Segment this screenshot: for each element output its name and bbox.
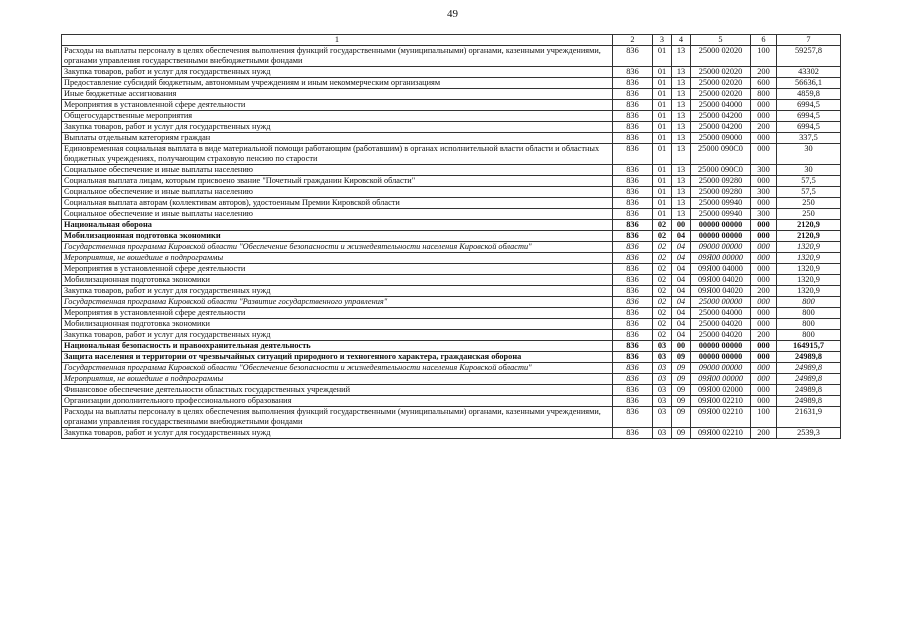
row-target-article-cell: 25000 04000 (691, 100, 751, 111)
row-subsection-cell: 13 (672, 78, 691, 89)
row-amount-cell: 4859,8 (777, 89, 841, 100)
row-subsection-cell: 04 (672, 253, 691, 264)
row-target-article-cell: 00000 00000 (691, 341, 751, 352)
row-department-cell: 836 (613, 144, 653, 165)
row-expense-type-cell: 000 (751, 253, 777, 264)
row-amount-cell: 800 (777, 308, 841, 319)
row-section-cell: 02 (653, 330, 672, 341)
row-target-article-cell: 25000 09940 (691, 209, 751, 220)
row-name-cell: Мобилизационная подготовка экономики (62, 319, 613, 330)
row-amount-cell: 57,5 (777, 176, 841, 187)
row-expense-type-cell: 000 (751, 396, 777, 407)
row-section-cell: 01 (653, 198, 672, 209)
table-row (62, 330, 841, 341)
row-target-article-cell: 25000 090С0 (691, 144, 751, 165)
row-amount-cell: 24989,8 (777, 352, 841, 363)
row-department-cell: 836 (613, 396, 653, 407)
row-subsection-cell: 04 (672, 330, 691, 341)
row-section-cell: 01 (653, 122, 672, 133)
row-subsection-cell: 04 (672, 275, 691, 286)
row-section-cell: 02 (653, 319, 672, 330)
row-department-cell: 836 (613, 220, 653, 231)
row-target-article-cell: 25000 04020 (691, 330, 751, 341)
row-subsection-cell: 13 (672, 198, 691, 209)
row-name-cell: Национальная безопасность и правоохранительная деятельность (62, 341, 613, 352)
table-row (62, 275, 841, 286)
row-target-article-cell: 09Я00 00000 (691, 253, 751, 264)
row-section-cell: 03 (653, 407, 672, 428)
row-target-article-cell: 25000 04200 (691, 122, 751, 133)
row-subsection-cell: 04 (672, 242, 691, 253)
row-expense-type-cell: 000 (751, 100, 777, 111)
row-name-cell: Социальное обеспечение и иные выплаты населению (62, 209, 613, 220)
row-expense-type-cell: 200 (751, 428, 777, 439)
row-target-article-cell: 09Я00 00000 (691, 374, 751, 385)
row-department-cell: 836 (613, 363, 653, 374)
row-amount-cell: 43302 (777, 67, 841, 78)
row-subsection-cell: 13 (672, 111, 691, 122)
row-expense-type-cell: 600 (751, 78, 777, 89)
row-section-cell: 01 (653, 78, 672, 89)
row-department-cell: 836 (613, 352, 653, 363)
row-section-cell: 03 (653, 352, 672, 363)
header-cell-department: 2 (613, 35, 653, 46)
row-target-article-cell: 25000 02020 (691, 67, 751, 78)
row-target-article-cell: 25000 04200 (691, 111, 751, 122)
table-row (62, 286, 841, 297)
table-row (62, 46, 841, 67)
row-section-cell: 02 (653, 308, 672, 319)
row-name-cell: Национальная оборона (62, 220, 613, 231)
row-section-cell: 01 (653, 165, 672, 176)
row-name-cell: Социальное обеспечение и иные выплаты населению (62, 165, 613, 176)
row-amount-cell: 800 (777, 330, 841, 341)
table-row (62, 363, 841, 374)
header-cell-target-article: 5 (691, 35, 751, 46)
row-amount-cell: 1320,9 (777, 286, 841, 297)
row-target-article-cell: 25000 09000 (691, 133, 751, 144)
row-expense-type-cell: 000 (751, 231, 777, 242)
header-cell-amount: 7 (777, 35, 841, 46)
row-name-cell: Предоставление субсидий бюджетным, автономным учреждениям и иным некоммерческим организациям (62, 78, 613, 89)
row-expense-type-cell: 000 (751, 176, 777, 187)
row-subsection-cell: 04 (672, 308, 691, 319)
row-subsection-cell: 09 (672, 428, 691, 439)
table-row (62, 122, 841, 133)
row-target-article-cell: 25000 02020 (691, 78, 751, 89)
row-amount-cell: 6994,5 (777, 122, 841, 133)
row-section-cell: 02 (653, 253, 672, 264)
table-header-row (62, 35, 841, 46)
row-section-cell: 02 (653, 286, 672, 297)
header-cell-section: 3 (653, 35, 672, 46)
row-amount-cell: 800 (777, 319, 841, 330)
row-target-article-cell: 09000 00000 (691, 363, 751, 374)
row-amount-cell: 24989,8 (777, 396, 841, 407)
row-expense-type-cell: 000 (751, 319, 777, 330)
table-row (62, 176, 841, 187)
row-amount-cell: 1320,9 (777, 264, 841, 275)
table-row (62, 198, 841, 209)
row-section-cell: 03 (653, 374, 672, 385)
row-name-cell: Закупка товаров, работ и услуг для государственных нужд (62, 286, 613, 297)
row-target-article-cell: 00000 00000 (691, 231, 751, 242)
header-cell-subsection: 4 (672, 35, 691, 46)
row-department-cell: 836 (613, 319, 653, 330)
row-name-cell: Закупка товаров, работ и услуг для государственных нужд (62, 67, 613, 78)
row-subsection-cell: 13 (672, 67, 691, 78)
table-row (62, 264, 841, 275)
row-name-cell: Государственная программа Кировской области "Обеспечение безопасности и жизнедеятельности населения Кировской области" (62, 363, 613, 374)
row-amount-cell: 337,5 (777, 133, 841, 144)
row-section-cell: 01 (653, 111, 672, 122)
row-name-cell: Защита населения и территории от чрезвычайных ситуаций природного и техногенного характера, гражданская оборона (62, 352, 613, 363)
row-section-cell: 03 (653, 396, 672, 407)
row-subsection-cell: 09 (672, 407, 691, 428)
row-expense-type-cell: 000 (751, 297, 777, 308)
row-section-cell: 01 (653, 176, 672, 187)
row-subsection-cell: 09 (672, 385, 691, 396)
row-expense-type-cell: 300 (751, 165, 777, 176)
row-expense-type-cell: 000 (751, 220, 777, 231)
row-expense-type-cell: 300 (751, 187, 777, 198)
row-target-article-cell: 09Я00 02210 (691, 407, 751, 428)
table-row (62, 319, 841, 330)
row-subsection-cell: 13 (672, 89, 691, 100)
page-number: 49 (447, 8, 458, 20)
row-department-cell: 836 (613, 165, 653, 176)
row-subsection-cell: 00 (672, 341, 691, 352)
row-target-article-cell: 00000 00000 (691, 220, 751, 231)
row-amount-cell: 6994,5 (777, 100, 841, 111)
table-row (62, 165, 841, 176)
row-target-article-cell: 25000 09280 (691, 187, 751, 198)
row-department-cell: 836 (613, 46, 653, 67)
row-name-cell: Расходы на выплаты персоналу в целях обеспечения выполнения функций государственными (муниципальными) органами, казенными учреждениями, органами управления государственными внебюджетными фондами (62, 46, 613, 67)
row-amount-cell: 1320,9 (777, 275, 841, 286)
table-row (62, 352, 841, 363)
row-amount-cell: 800 (777, 297, 841, 308)
row-subsection-cell: 13 (672, 165, 691, 176)
row-name-cell: Мероприятия в установленной сфере деятельности (62, 100, 613, 111)
row-name-cell: Организации дополнительного профессионального образования (62, 396, 613, 407)
row-name-cell: Общегосударственные мероприятия (62, 111, 613, 122)
row-target-article-cell: 25000 090С0 (691, 165, 751, 176)
table-row (62, 111, 841, 122)
table-row (62, 100, 841, 111)
row-amount-cell: 24989,8 (777, 374, 841, 385)
row-name-cell: Финансовое обеспечение деятельности областных государственных учреждений (62, 385, 613, 396)
row-section-cell: 01 (653, 67, 672, 78)
header-cell-name: 1 (62, 35, 613, 46)
row-target-article-cell: 09Я00 02210 (691, 428, 751, 439)
row-amount-cell: 21631,9 (777, 407, 841, 428)
row-amount-cell: 250 (777, 209, 841, 220)
row-subsection-cell: 13 (672, 209, 691, 220)
row-name-cell: Закупка товаров, работ и услуг для государственных нужд (62, 428, 613, 439)
row-department-cell: 836 (613, 176, 653, 187)
row-department-cell: 836 (613, 67, 653, 78)
row-target-article-cell: 25000 02020 (691, 46, 751, 67)
row-department-cell: 836 (613, 111, 653, 122)
row-target-article-cell: 25000 00000 (691, 297, 751, 308)
row-subsection-cell: 00 (672, 220, 691, 231)
row-department-cell: 836 (613, 198, 653, 209)
row-name-cell: Закупка товаров, работ и услуг для государственных нужд (62, 330, 613, 341)
row-name-cell: Закупка товаров, работ и услуг для государственных нужд (62, 122, 613, 133)
row-name-cell: Социальная выплата лицам, которым присвоено звание "Почетный гражданин Кировской области" (62, 176, 613, 187)
row-amount-cell: 57,5 (777, 187, 841, 198)
row-section-cell: 02 (653, 242, 672, 253)
table-row (62, 308, 841, 319)
row-name-cell: Мероприятия, не вошедшие в подпрограммы (62, 374, 613, 385)
table-row (62, 209, 841, 220)
row-department-cell: 836 (613, 407, 653, 428)
row-subsection-cell: 13 (672, 176, 691, 187)
row-target-article-cell: 25000 04020 (691, 319, 751, 330)
row-name-cell: Иные бюджетные ассигнования (62, 89, 613, 100)
row-target-article-cell: 09Я00 04020 (691, 275, 751, 286)
table-row (62, 133, 841, 144)
row-department-cell: 836 (613, 100, 653, 111)
row-department-cell: 836 (613, 286, 653, 297)
row-expense-type-cell: 000 (751, 374, 777, 385)
row-department-cell: 836 (613, 275, 653, 286)
table-row (62, 231, 841, 242)
row-expense-type-cell: 200 (751, 67, 777, 78)
table-row (62, 407, 841, 428)
row-expense-type-cell: 100 (751, 407, 777, 428)
row-department-cell: 836 (613, 78, 653, 89)
row-amount-cell: 1320,9 (777, 242, 841, 253)
row-section-cell: 01 (653, 187, 672, 198)
row-expense-type-cell: 000 (751, 111, 777, 122)
row-section-cell: 01 (653, 46, 672, 67)
table-row (62, 396, 841, 407)
header-cell-expense-type: 6 (751, 35, 777, 46)
row-expense-type-cell: 000 (751, 198, 777, 209)
table-row (62, 428, 841, 439)
row-subsection-cell: 04 (672, 297, 691, 308)
row-name-cell: Государственная программа Кировской области "Развитие государственного управления" (62, 297, 613, 308)
row-section-cell: 01 (653, 144, 672, 165)
budget-table (61, 34, 841, 439)
row-subsection-cell: 04 (672, 319, 691, 330)
row-section-cell: 01 (653, 100, 672, 111)
row-target-article-cell: 09Я00 02000 (691, 385, 751, 396)
row-name-cell: Мобилизационная подготовка экономики (62, 231, 613, 242)
row-amount-cell: 2120,9 (777, 231, 841, 242)
row-subsection-cell: 09 (672, 374, 691, 385)
row-section-cell: 02 (653, 231, 672, 242)
table-row (62, 78, 841, 89)
table-row (62, 297, 841, 308)
row-expense-type-cell: 000 (751, 264, 777, 275)
row-name-cell: Единовременная социальная выплата в виде материальной помощи работающим (работавшим) в органах исполнительной власти области и областных бюджетных учреждениях, получающим страховую пенсию по старости (62, 144, 613, 165)
row-department-cell: 836 (613, 89, 653, 100)
row-target-article-cell: 09Я00 04000 (691, 264, 751, 275)
table-row (62, 67, 841, 78)
row-expense-type-cell: 000 (751, 275, 777, 286)
table-row (62, 187, 841, 198)
row-department-cell: 836 (613, 428, 653, 439)
row-section-cell: 01 (653, 89, 672, 100)
row-target-article-cell: 25000 09280 (691, 176, 751, 187)
row-department-cell: 836 (613, 341, 653, 352)
row-target-article-cell: 25000 09940 (691, 198, 751, 209)
row-section-cell: 01 (653, 133, 672, 144)
row-subsection-cell: 13 (672, 144, 691, 165)
row-department-cell: 836 (613, 264, 653, 275)
row-subsection-cell: 04 (672, 264, 691, 275)
row-expense-type-cell: 100 (751, 46, 777, 67)
row-section-cell: 02 (653, 264, 672, 275)
row-name-cell: Мероприятия в установленной сфере деятельности (62, 308, 613, 319)
table-row (62, 385, 841, 396)
table-row (62, 374, 841, 385)
row-name-cell: Социальная выплата авторам (коллективам авторов), удостоенным Премии Кировской области (62, 198, 613, 209)
row-expense-type-cell: 000 (751, 242, 777, 253)
row-amount-cell: 2539,3 (777, 428, 841, 439)
row-subsection-cell: 04 (672, 286, 691, 297)
row-amount-cell: 6994,5 (777, 111, 841, 122)
row-amount-cell: 164915,7 (777, 341, 841, 352)
row-target-article-cell: 09000 00000 (691, 242, 751, 253)
row-expense-type-cell: 200 (751, 330, 777, 341)
row-subsection-cell: 13 (672, 122, 691, 133)
row-amount-cell: 2120,9 (777, 220, 841, 231)
row-department-cell: 836 (613, 308, 653, 319)
row-subsection-cell: 09 (672, 352, 691, 363)
row-amount-cell: 56636,1 (777, 78, 841, 89)
row-expense-type-cell: 000 (751, 308, 777, 319)
row-department-cell: 836 (613, 385, 653, 396)
row-department-cell: 836 (613, 374, 653, 385)
row-name-cell: Расходы на выплаты персоналу в целях обеспечения выполнения функций государственными (муниципальными) органами, казенными учреждениями, органами управления государственными внебюджетными фондами (62, 407, 613, 428)
row-department-cell: 836 (613, 209, 653, 220)
row-expense-type-cell: 000 (751, 133, 777, 144)
row-name-cell: Мероприятия, не вошедшие в подпрограммы (62, 253, 613, 264)
table-row (62, 220, 841, 231)
row-amount-cell: 250 (777, 198, 841, 209)
row-expense-type-cell: 800 (751, 89, 777, 100)
row-expense-type-cell: 000 (751, 341, 777, 352)
row-subsection-cell: 13 (672, 133, 691, 144)
row-section-cell: 03 (653, 363, 672, 374)
row-target-article-cell: 25000 04000 (691, 308, 751, 319)
row-name-cell: Мероприятия в установленной сфере деятельности (62, 264, 613, 275)
row-subsection-cell: 09 (672, 363, 691, 374)
row-expense-type-cell: 300 (751, 209, 777, 220)
row-target-article-cell: 00000 00000 (691, 352, 751, 363)
table-row (62, 341, 841, 352)
row-name-cell: Государственная программа Кировской области "Обеспечение безопасности и жизнедеятельности населения Кировской области" (62, 242, 613, 253)
row-subsection-cell: 04 (672, 231, 691, 242)
row-amount-cell: 30 (777, 165, 841, 176)
row-subsection-cell: 13 (672, 100, 691, 111)
row-section-cell: 01 (653, 209, 672, 220)
row-target-article-cell: 09Я00 04020 (691, 286, 751, 297)
row-section-cell: 02 (653, 297, 672, 308)
row-subsection-cell: 13 (672, 187, 691, 198)
table-row (62, 253, 841, 264)
row-department-cell: 836 (613, 242, 653, 253)
row-amount-cell: 30 (777, 144, 841, 165)
row-expense-type-cell: 000 (751, 363, 777, 374)
row-amount-cell: 1320,9 (777, 253, 841, 264)
row-section-cell: 03 (653, 385, 672, 396)
table-row (62, 242, 841, 253)
row-target-article-cell: 09Я00 02210 (691, 396, 751, 407)
row-expense-type-cell: 000 (751, 352, 777, 363)
table-row (62, 89, 841, 100)
row-department-cell: 836 (613, 187, 653, 198)
row-amount-cell: 59257,8 (777, 46, 841, 67)
row-section-cell: 03 (653, 341, 672, 352)
table-row (62, 144, 841, 165)
row-name-cell: Выплаты отдельным категориям граждан (62, 133, 613, 144)
row-expense-type-cell: 000 (751, 144, 777, 165)
row-amount-cell: 24989,8 (777, 385, 841, 396)
row-amount-cell: 24989,8 (777, 363, 841, 374)
row-department-cell: 836 (613, 330, 653, 341)
row-department-cell: 836 (613, 133, 653, 144)
row-name-cell: Мобилизационная подготовка экономики (62, 275, 613, 286)
row-name-cell: Социальное обеспечение и иные выплаты населению (62, 187, 613, 198)
row-section-cell: 02 (653, 220, 672, 231)
row-subsection-cell: 13 (672, 46, 691, 67)
row-target-article-cell: 25000 02020 (691, 89, 751, 100)
row-department-cell: 836 (613, 253, 653, 264)
row-subsection-cell: 09 (672, 396, 691, 407)
row-section-cell: 03 (653, 428, 672, 439)
row-department-cell: 836 (613, 297, 653, 308)
row-expense-type-cell: 000 (751, 385, 777, 396)
row-section-cell: 02 (653, 275, 672, 286)
row-expense-type-cell: 200 (751, 286, 777, 297)
row-department-cell: 836 (613, 122, 653, 133)
row-expense-type-cell: 200 (751, 122, 777, 133)
row-department-cell: 836 (613, 231, 653, 242)
